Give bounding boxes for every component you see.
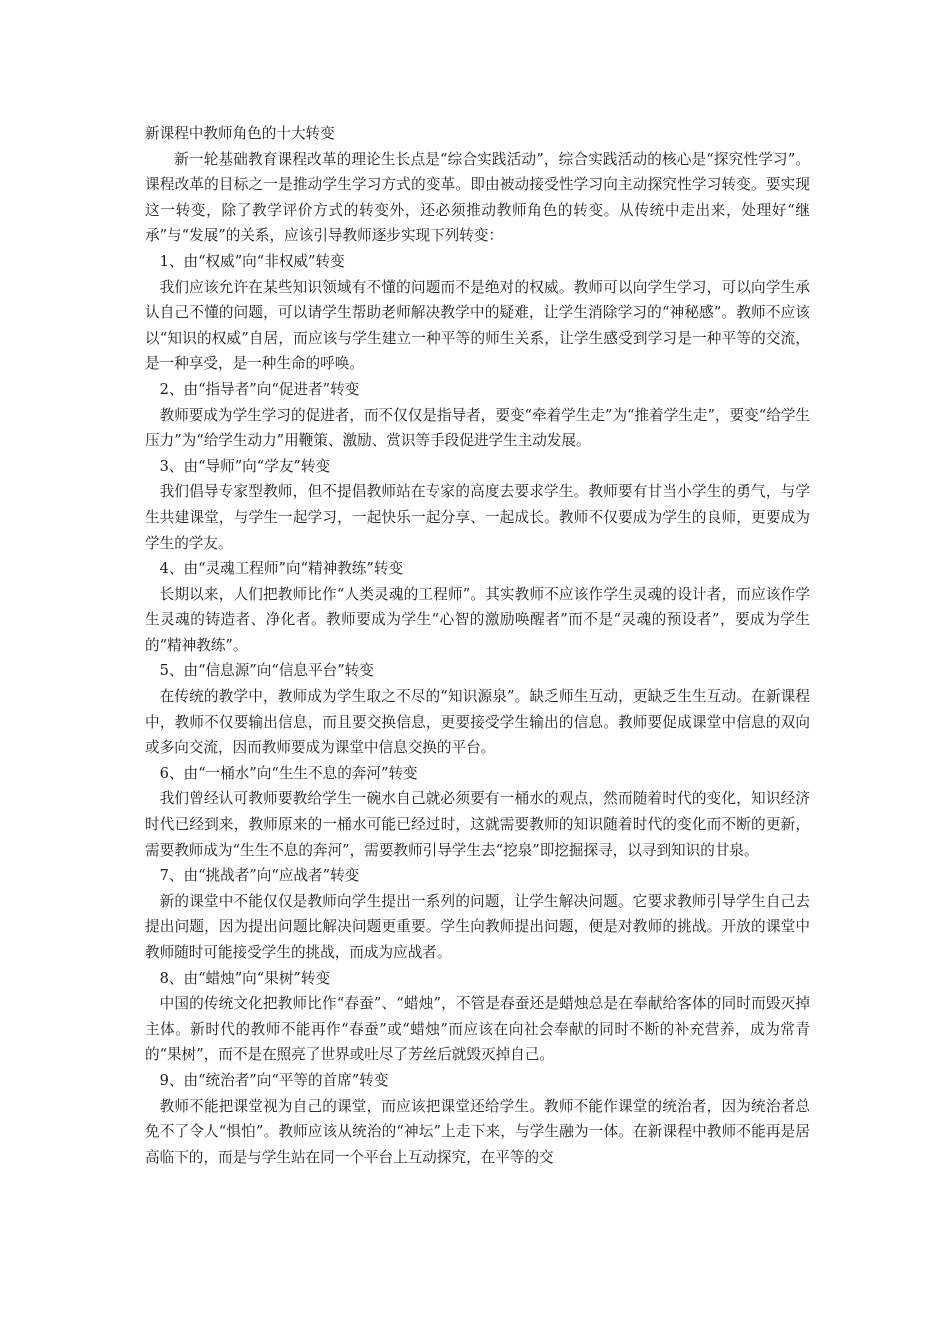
section-heading-3: 3、由“导师”向“学友”转变 <box>159 457 331 475</box>
section-heading-7: 7、由“挑战者”向“应战者”转变 <box>159 867 360 885</box>
section-body-9: 教师不能把课堂视为自己的课堂，而应该把课堂还给学生。教师不能作课堂的统治者，因为统治者总免不了令人“惧怕”。教师应该从统治的“神坛”上走下来，与学生融为一体。在新课程中教师不能再是居高临下的，而是与学生站在同一个平台上互动探究，在平等的交 <box>145 1097 810 1166</box>
section-heading-4: 4、由“灵魂工程师”向“精神教练”转变 <box>159 560 404 578</box>
section-body-3: 我们倡导专家型教师，但不提倡教师站在专家的高度去要求学生。教师要有甘当小学生的勇气，与学生共建课堂，与学生一起学习，一起快乐一起分享、一起成长。教师不仅要成为学生的良师，更要成为学生的学友。 <box>145 483 810 552</box>
section-heading-5: 5、由“信息源”向“信息平台”转变 <box>159 662 374 680</box>
section-body-2: 教师要成为学生学习的促进者，而不仅仅是指导者，要变“牵着学生走”为“推着学生走”，要变“给学生压力”为“给学生动力”用鞭策、激励、赏识等手段促进学生主动发展。 <box>145 406 810 450</box>
section-body-5: 在传统的教学中，教师成为学生取之不尽的“知识源泉”。缺乏师生互动，更缺乏生生互动。在新课程中，教师不仅要输出信息，而且要交换信息，更要接受学生输出的信息。教师要促成课堂中信息的双向或多向交流，因而教师要成为课堂中信息交换的平台。 <box>145 688 810 757</box>
section-heading-9: 9、由“统治者”向“平等的首席”转变 <box>159 1071 389 1089</box>
intro-paragraph: 新一轮基础教育课程改革的理论生长点是“综合实践活动”，综合实践活动的核心是“探究性学习”。课程改革的目标之一是推动学生学习方式的变革。即由被动接受性学习向主动探究性学习转变。要实现这一转变，除了教学评价方式的转变外，还必须推动教师角色的转变。从传统中走出来，处理好“继承”与“发展”的关系，应该引导教师逐步实现下列转变： <box>145 150 810 245</box>
document-title: 新课程中教师角色的十大转变 <box>145 125 335 142</box>
section-body-6: 我们曾经认可教师要教给学生一碗水自己就必须要有一桶水的观点，然而随着时代的变化，知识经济时代已经到来，教师原来的一桶水可能已经过时，这就需要教师的知识随着时代的变化而不断的更新，需要教师成为“生生不息的奔河”，需要教师引导学生去“挖泉”即挖掘探寻，以寻到知识的甘泉。 <box>145 790 810 859</box>
section-body-4: 长期以来，人们把教师比作“人类灵魂的工程师”。其实教师不应该作学生灵魂的设计者，而应该作学生灵魂的铸造者、净化者。教师要成为学生“心智的激励唤醒者”而不是“灵魂的预设者”，要成为学生的“精神教练”。 <box>145 585 810 654</box>
section-heading-6: 6、由“一桶水”向“生生不息的奔河”转变 <box>159 764 418 782</box>
section-heading-8: 8、由“蜡烛”向“果树”转变 <box>159 969 331 987</box>
section-body-8: 中国的传统文化把教师比作“春蚕”、“蜡烛”，不管是春蚕还是蜡烛总是在奉献给客体的同时而毁灭掉主体。新时代的教师不能再作“春蚕”或“蜡烛”而应该在向社会奉献的同时不断的补充营养，成为常青的“果树”，而不是在照亮了世界或吐尽了芳丝后就毁灭掉自己。 <box>145 995 810 1064</box>
section-heading-1: 1、由“权威”向“非权威”转变 <box>159 252 345 270</box>
section-body-7: 新的课堂中不能仅仅是教师向学生提出一系列的问题，让学生解决问题。它要求教师引导学生自己去提出问题，因为提出问题比解决问题更重要。学生向教师提出问题，便是对教师的挑战。开放的课堂中教师随时可能接受学生的挑战，而成为应战者。 <box>145 892 810 961</box>
section-body-1: 我们应该允许在某些知识领域有不懂的问题而不是绝对的权威。教师可以向学生学习，可以向学生承认自己不懂的问题，可以请学生帮助老师解决教学中的疑难，让学生消除学习的“神秘感”。教师不应该以“知识的权威”自居，而应该与学生建立一种平等的师生关系，让学生感受到学习是一种平等的交流，是一种享受，是一种生命的呼唤。 <box>145 278 810 373</box>
document-body <box>145 121 810 1170</box>
section-heading-2: 2、由“指导者”向“促进者”转变 <box>159 380 360 398</box>
